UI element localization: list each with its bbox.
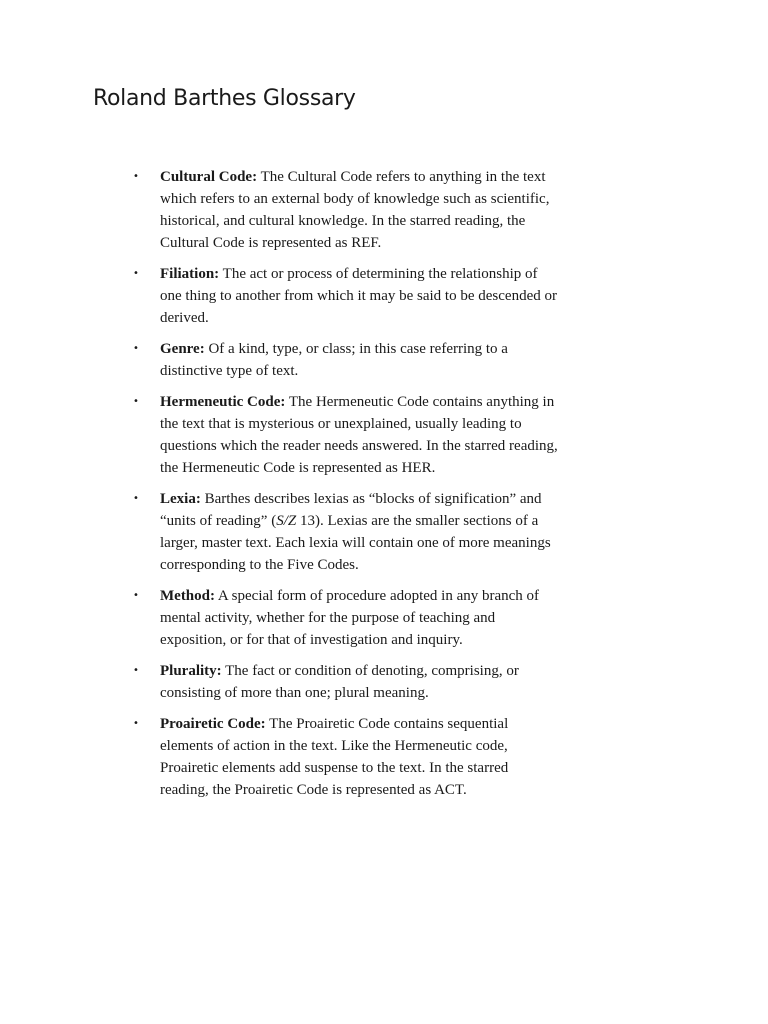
glossary-definition: A special form of procedure adopted in any branch of mental activity, whether for the purpose of teaching and exposition, or for that of investigation and inquiry. [160, 588, 540, 648]
glossary-entry-method [0, 585, 560, 651]
glossary-entry-lexia [0, 488, 560, 576]
glossary-definition: The Hermeneutic Code contains anything in the text that is mysterious or unexplained, usually leading to questions which the reader needs answered. In the starred reading, the Hermeneutic Code is represented as HER. [160, 394, 558, 476]
glossary-entry-proairetic-code [0, 713, 560, 801]
glossary-definition: The Cultural Code refers to anything in the text which refers to an external body of knowledge such as scientific, historical, and cultural knowledge. In the starred reading, the Cultural Code is represented as REF. [160, 169, 550, 251]
glossary-term: Hermeneutic Code: [160, 394, 286, 410]
bullet-icon: • [133, 396, 139, 407]
glossary-definition-part: Barthes describes lexias as “blocks of signification” and “units of reading” ( [160, 491, 542, 529]
bullet-icon: • [133, 493, 139, 504]
glossary-term: Filiation: [160, 266, 220, 282]
bullet-icon: • [133, 718, 139, 729]
book-title-italic: S/Z [276, 513, 297, 529]
glossary-definition: Of a kind, type, or class; in this case referring to a distinctive type of text. [160, 341, 508, 379]
glossary-entry-plurality [0, 660, 560, 704]
bullet-icon: • [133, 171, 139, 182]
glossary-entry-hermeneutic-code [0, 391, 560, 479]
glossary-term: Plurality: [160, 663, 222, 679]
glossary-entry-genre [0, 338, 560, 382]
bullet-icon: • [133, 268, 139, 279]
glossary-definition: The Proairetic Code contains sequential elements of action in the text. Like the Hermeneutic code, Proairetic elements add suspense to the text. In the starred reading, the Proairetic Code is represented as ACT. [160, 716, 509, 798]
glossary-entry-filiation [0, 263, 560, 329]
glossary-term: Genre: [160, 341, 205, 357]
glossary-term: Lexia: [160, 491, 201, 507]
glossary-definition: The fact or condition of denoting, comprising, or consisting of more than one; plural meaning. [160, 663, 519, 701]
glossary-entry-cultural-code [0, 166, 560, 254]
glossary-definition-part: 13). Lexias are the smaller sections of a larger, master text. Each lexia will contain one of more meanings corresponding to the Five Codes. [160, 513, 551, 573]
bullet-icon: • [133, 590, 139, 601]
glossary-term: Method: [160, 588, 215, 604]
page-title: Roland Barthes Glossary [93, 86, 356, 111]
glossary-list [0, 166, 768, 810]
bullet-icon: • [133, 343, 139, 354]
glossary-term: Proairetic Code: [160, 716, 266, 732]
bullet-icon: • [133, 665, 139, 676]
glossary-definition: The act or process of determining the relationship of one thing to another from which it may be said to be descended or derived. [160, 266, 557, 326]
glossary-term: Cultural Code: [160, 169, 258, 185]
